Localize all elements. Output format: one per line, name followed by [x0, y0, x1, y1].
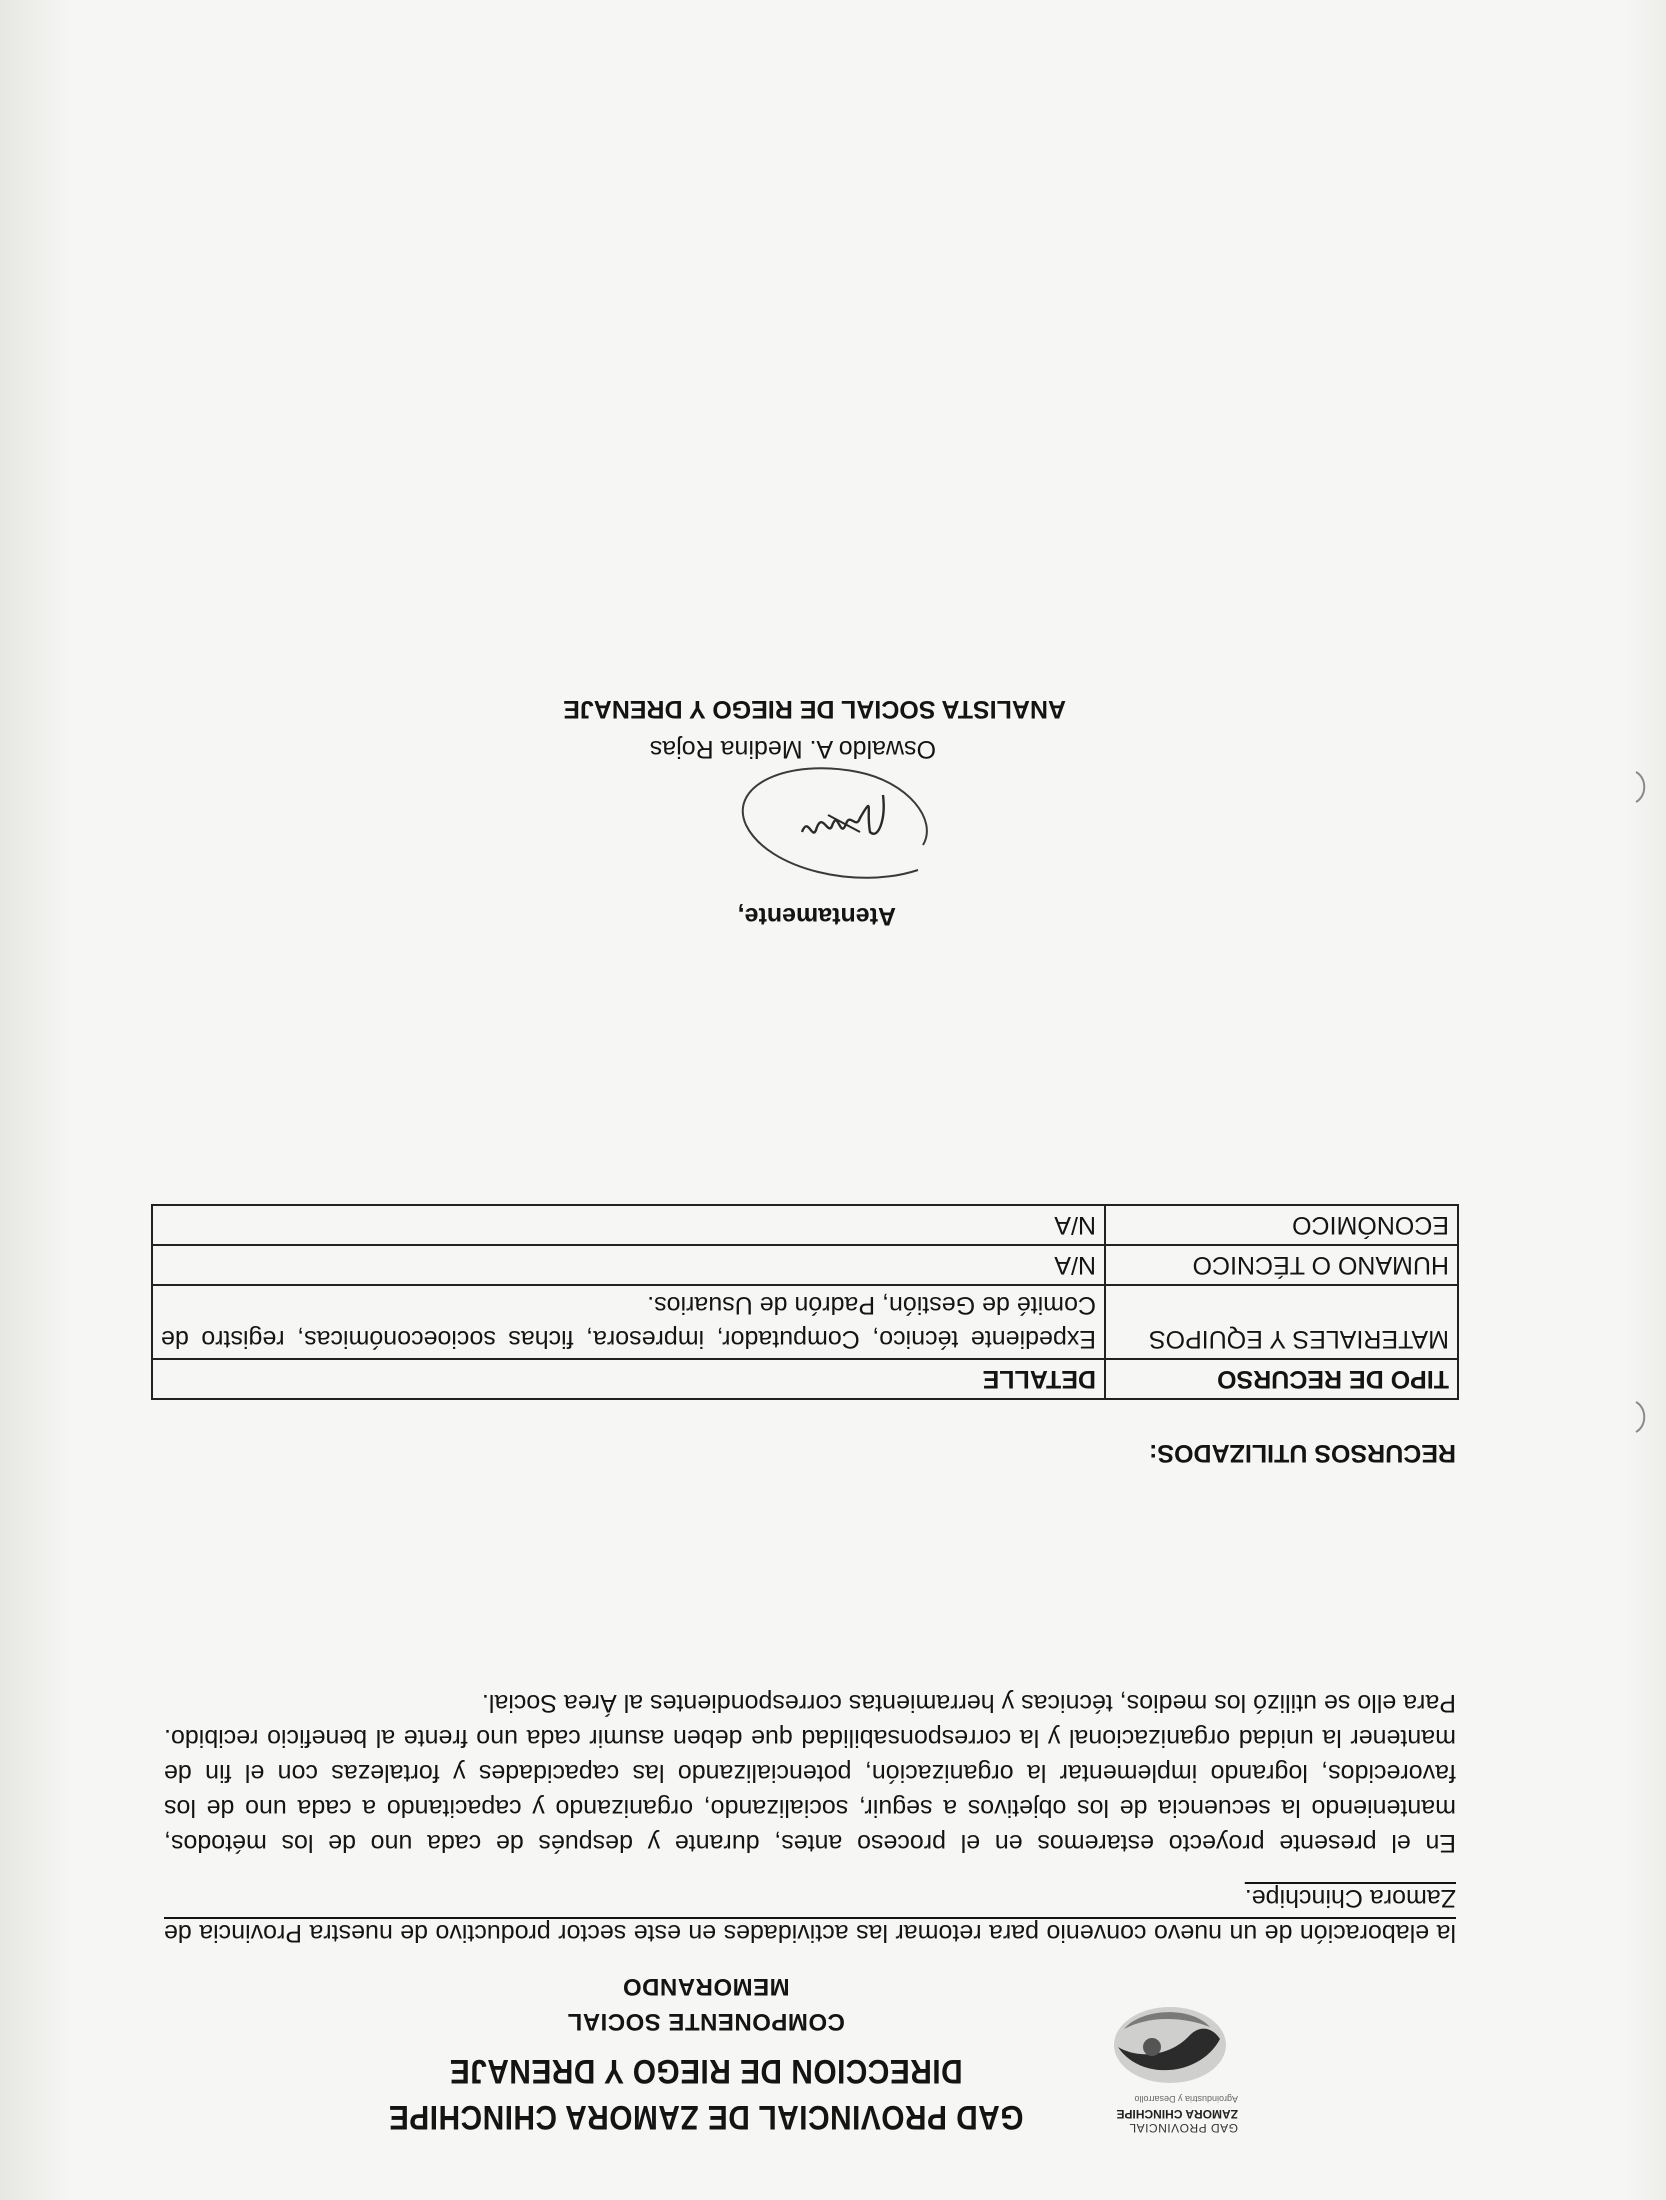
margin-mark-icon: [1631, 1400, 1651, 1434]
signer-role: ANALISTA SOCIAL DE RIEGO Y DRENAJE: [563, 695, 1066, 723]
resources-table: [151, 1204, 1459, 1400]
resource-detail-cell: Expediente técnico, Computador, impresora, fichas socioeconómicas, registro de Comité de Gestión, Padrón de Usuarios.: [152, 1285, 1105, 1359]
logo-emblem-icon: [1110, 2002, 1230, 2087]
margin-mark-icon: [1631, 770, 1651, 804]
intro-text: la elaboración de un nuevo convenio para retomar las actividades en este sector productivo de nuestra Provincia de Zamora Chinchipe.: [164, 1884, 1456, 1947]
table-header-row: [152, 1359, 1458, 1399]
resource-type-cell: MATERIALES Y EQUIPOS: [1105, 1285, 1458, 1359]
header-direction: DIRECCION DE RIEGO Y DRENAJE: [449, 2052, 963, 2090]
intro-paragraph: [164, 1880, 1456, 1950]
logo-tagline: Agroindustria y Desarrollo: [1134, 2094, 1238, 2104]
header-document-type: MEMORANDO: [622, 1973, 790, 2000]
scan-shadow-edge: [1626, 0, 1666, 2200]
resource-detail-cell: N/A: [152, 1205, 1105, 1245]
table-row: [152, 1285, 1458, 1359]
body-paragraph: En el presente proyecto estaremos en el proceso antes, durante y después de cada uno de los métodos, manteniendo la secuencia de los objetivos a seguir, socializando, organizando y capacitando a cada uno de los favorecidos, logrando implementar la organización, potencializando las capacidades y fortalezas con el fin de mantener la unidad organizacional y la corresponsabilidad que deben asumir cada uno frente al beneficio recibido. Para ello se utilizó los medios, técnicas y herramientas correspondientes al Área Social.: [164, 1689, 1456, 1857]
logo-name-label: ZAMORA CHINCHIPE: [1116, 2107, 1238, 2121]
signer-name: Oswaldo A. Medina Rojas: [649, 735, 936, 763]
header-component: COMPONENTE SOCIAL: [567, 2008, 845, 2035]
logo-org-label: GAD PROVINCIAL: [1128, 2121, 1238, 2135]
column-header-type: TIPO DE RECURSO: [1105, 1359, 1458, 1399]
resources-heading: RECURSOS UTILIZADOS:: [1149, 1439, 1456, 1467]
handwritten-signature: [728, 755, 978, 890]
scan-shadow-edge: [0, 0, 70, 2200]
header-institution: GAD PROVINCIAL DE ZAMORA CHINCHIPE: [388, 2098, 1024, 2136]
closing-salutation: Atentamente,: [737, 902, 896, 930]
resource-type-cell: HUMANO O TÉCNICO: [1105, 1245, 1458, 1285]
resource-detail-cell: N/A: [152, 1245, 1105, 1285]
table-row: [152, 1205, 1458, 1245]
table-row: [152, 1245, 1458, 1285]
column-header-detail: DETALLE: [152, 1359, 1105, 1399]
resource-type-cell: ECONÓMICO: [1105, 1205, 1458, 1245]
